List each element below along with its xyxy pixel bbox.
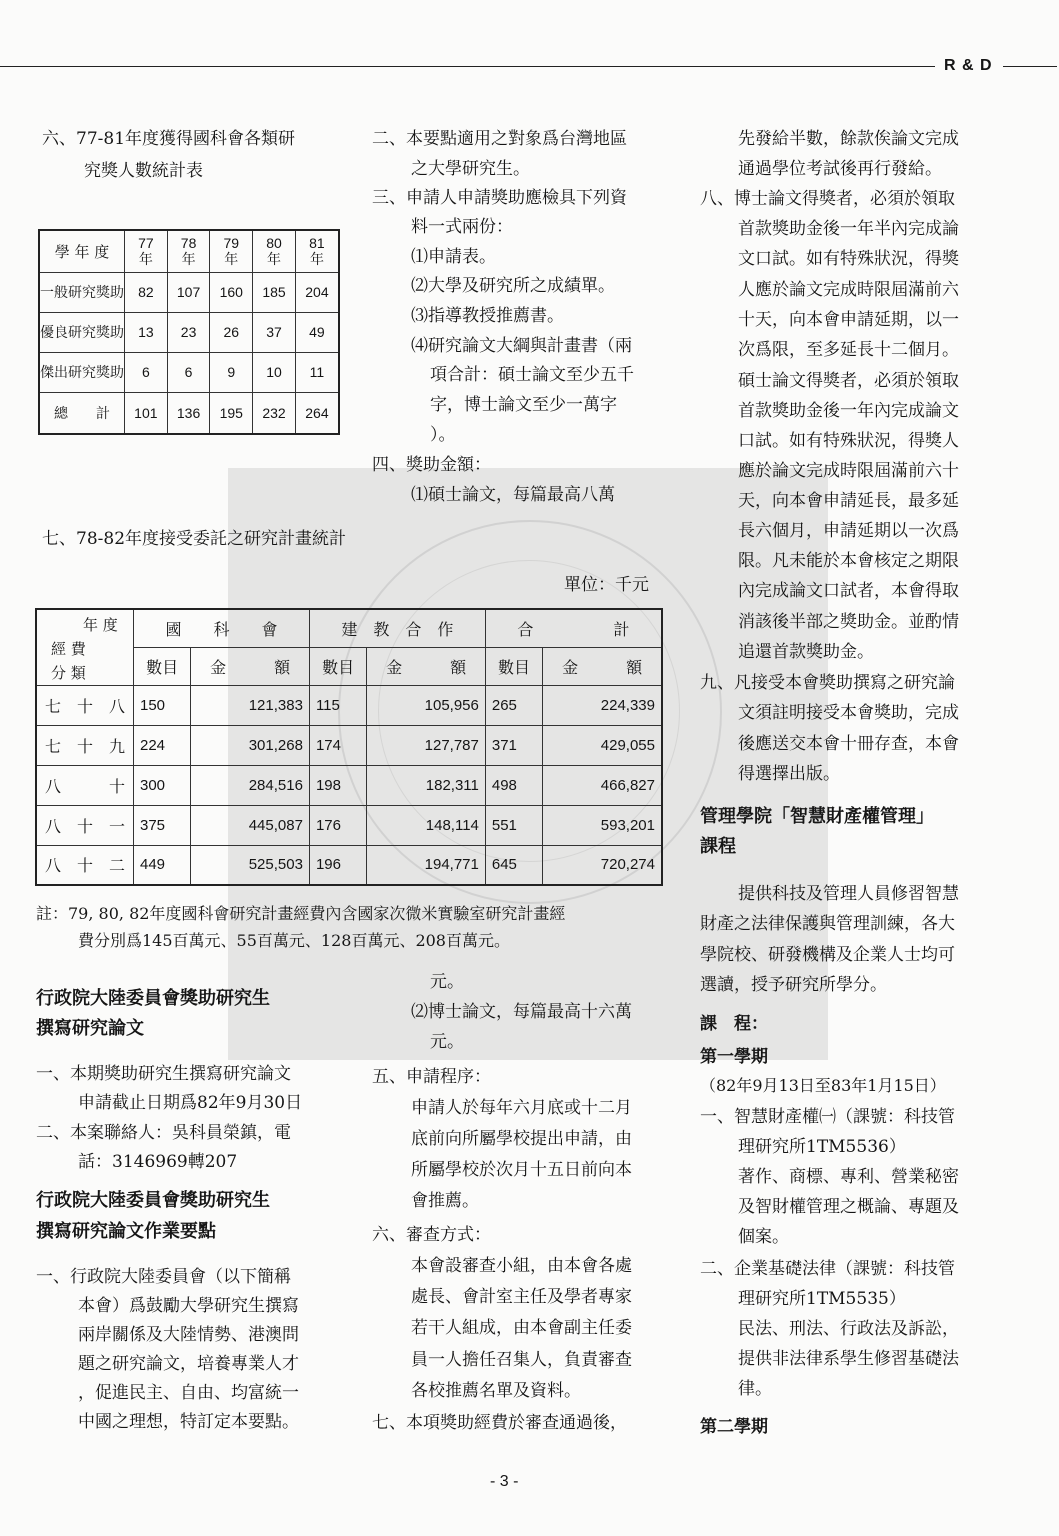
c3-line: 碩士論文得獎者，必須於領取 (738, 371, 959, 391)
c2-line: 底前向所屬學校提出申請，由 (411, 1129, 632, 1149)
c2-line: ）。 (430, 425, 456, 445)
table2-subheader: 金 額 (367, 647, 486, 685)
table2-group-total: 合 計 (485, 609, 662, 647)
table1-cell: 26 (210, 312, 253, 352)
c2-line: ⑴碩士論文，每篇最高八萬 (411, 485, 615, 505)
c3-line: 次爲限，至多延長十二個月。 (738, 340, 959, 360)
c2-line: ⑵大學及研究所之成績單。 (411, 276, 615, 296)
table2-cell: 445,087 (191, 805, 310, 845)
table-row (36, 765, 662, 805)
table1-cell: 204 (295, 272, 339, 312)
header-rule (0, 66, 935, 67)
c2-line: 處長、會計室主任及學者專家 (411, 1287, 632, 1307)
table2-cell: 429,055 (543, 725, 662, 765)
unit-label: 單位：千元 (564, 575, 649, 595)
table2-cell: 105,956 (367, 685, 486, 725)
c3-line: 通過學位考試後再行發給。 (738, 159, 942, 179)
c2-line: 員一人擔任召集人，負責審查 (411, 1350, 632, 1370)
table2-corner-year: 年 度 (83, 616, 118, 634)
table1-row-label: 總 計 (39, 392, 125, 434)
c3-course1-line: 一、智慧財產權㈠（課號：科技管 (700, 1107, 955, 1127)
table2-cell: 466,827 (543, 765, 662, 805)
table2-cell: 127,787 (367, 725, 486, 765)
c2-line: ⑴申請表。 (411, 247, 496, 267)
table2-row-label: 八 十 一 (36, 805, 134, 845)
table2-cell: 224,339 (543, 685, 662, 725)
c1-p1-line: 二、本案聯絡人：吳科員榮鎮，電 (36, 1123, 291, 1143)
c3-intro-line: 學院校、研發機構及企業人士均可 (700, 945, 955, 965)
c3-course2-line: 理研究所1TM5535） (738, 1289, 906, 1309)
table1-cell: 136 (167, 392, 210, 434)
c3-line: 文須註明接受本會獎助，完成 (738, 703, 959, 723)
table2-cell: 196 (309, 845, 366, 885)
c2-line: 項合計：碩士論文至少五千 (430, 365, 634, 385)
table1-cell: 185 (253, 272, 296, 312)
table1-year: 80 年 (253, 230, 296, 272)
table2-cell: 265 (485, 685, 542, 725)
c2-line: ⑵博士論文，每篇最高十六萬 (411, 1002, 632, 1022)
c3-course2-line: 律。 (738, 1379, 772, 1399)
table1-cell: 160 (210, 272, 253, 312)
heading-ip-course-line1: 管理學院「智慧財產權管理」 (700, 806, 934, 827)
c2-line: 四、獎助金額： (372, 455, 491, 475)
table2-cell: 525,503 (191, 845, 310, 885)
c3-line: 得選擇出版。 (738, 764, 840, 784)
c3-course2-line: 二、企業基礎法律（課號：科技管 (700, 1259, 955, 1279)
c2-line: 若干人組成，由本會副主任委 (411, 1318, 632, 1338)
term1-dates: （82年9月13日至83年1月15日） (700, 1076, 946, 1095)
commissioned-projects-table (35, 608, 663, 886)
table1-cell: 6 (125, 352, 168, 392)
c3-line: 追還首款獎助金。 (738, 642, 874, 662)
table2-cell: 224 (134, 725, 191, 765)
table-row (36, 845, 662, 885)
term2-label: 第二學期 (700, 1417, 768, 1437)
c2-line: 二、本要點適用之對象爲台灣地區 (372, 129, 627, 149)
course-label: 課 程： (700, 1014, 768, 1034)
table1-cell: 6 (167, 352, 210, 392)
c3-course2-line: 提供非法律系學生修習基礎法 (738, 1349, 959, 1369)
table2-cell: 148,114 (367, 805, 486, 845)
section7-title: 七、78-82年度接受委託之研究計畫統計 (42, 529, 347, 549)
table2-subheader: 數目 (309, 647, 366, 685)
heading-ip-course-line2: 課程 (700, 836, 736, 857)
table2-cell: 300 (134, 765, 191, 805)
c3-line: 文口試。如有特殊狀況，得獎 (738, 249, 959, 269)
table-note-line2: 費分別爲145百萬元、55百萬元、128百萬元、208百萬元。 (78, 931, 510, 950)
table2-cell: 121,383 (191, 685, 310, 725)
table2-row-label: 七 十 九 (36, 725, 134, 765)
c2-line: ⑷研究論文大綱與計畫書（兩 (411, 336, 632, 356)
c2-line: 六、審查方式： (372, 1225, 491, 1245)
table2-cell: 498 (485, 765, 542, 805)
c1-p2-line: 一、行政院大陸委員會（以下簡稱 (36, 1267, 291, 1287)
table2-subheader: 金 額 (191, 647, 310, 685)
c2-line: 之大學研究生。 (411, 159, 530, 179)
header-rule-right (1003, 66, 1057, 67)
c2-line: 字，博士論文至少一萬字 (430, 395, 617, 415)
c1-p1-line: 話：3146969轉207 (78, 1152, 238, 1172)
table1-cell: 82 (125, 272, 168, 312)
c3-line: 限。凡未能於本會核定之期限 (738, 551, 959, 571)
table2-cell: 375 (134, 805, 191, 845)
table2-cell: 449 (134, 845, 191, 885)
c3-course2-line: 民法、刑法、行政法及訴訟， (738, 1319, 959, 1339)
c3-intro-line: 提供科技及管理人員修習智慧 (738, 884, 959, 904)
c2-line: 料一式兩份： (411, 217, 513, 237)
c3-course1-line: 著作、商標、專利、營業秘密 (738, 1167, 959, 1187)
table1-year: 81 年 (295, 230, 339, 272)
table1-cell: 13 (125, 312, 168, 352)
table2-cell: 182,311 (367, 765, 486, 805)
table-row (36, 685, 662, 725)
section6-title-line2: 究獎人數統計表 (84, 161, 203, 181)
table2-cell: 150 (134, 685, 191, 725)
c3-intro-line: 財產之法律保護與管理訓練，各大 (700, 914, 955, 934)
table2-cell: 284,516 (191, 765, 310, 805)
table1-cell: 232 (253, 392, 296, 434)
page-number: - 3 - (490, 1473, 519, 1490)
table1-row-label: 傑出研究獎助 (39, 352, 125, 392)
c3-line: 應於論文完成時限屆滿前六十 (738, 461, 959, 481)
c3-line: 消該後半部之獎助金。並酌情 (738, 612, 959, 632)
table2-row-label: 八 十 (36, 765, 134, 805)
c3-line: 人應於論文完成時限屆滿前六 (738, 280, 959, 300)
c1-p1-line: 一、本期獎助研究生撰寫研究論文 (36, 1064, 291, 1084)
c1-p2-line: 中國之理想，特訂定本要點。 (78, 1412, 299, 1432)
table1-cell: 49 (295, 312, 339, 352)
table1-cell: 195 (210, 392, 253, 434)
table-row (36, 805, 662, 845)
table1-row-label: 一般研究獎助 (39, 272, 125, 312)
table1-row-label: 優良研究獎助 (39, 312, 125, 352)
heading-rules-line2: 撰寫研究論文作業要點 (36, 1221, 216, 1242)
table2-corner-category: 分 類 (51, 664, 86, 682)
table2-cell: 194,771 (367, 845, 486, 885)
c2-line: 五、申請程序： (372, 1067, 491, 1087)
table-row (39, 392, 339, 434)
c3-line: 內完成論文口試者，本會得取 (738, 581, 959, 601)
term1-label: 第一學期 (700, 1047, 768, 1067)
heading-award-line1: 行政院大陸委員會獎助研究生 (36, 988, 270, 1009)
award-count-table (38, 229, 340, 435)
c3-course1-line: 及智財權管理之概論、專題及 (738, 1197, 959, 1217)
table1-cell: 23 (167, 312, 210, 352)
c2-line: 本會設審查小組，由本會各處 (411, 1256, 632, 1276)
table1-year: 78 年 (167, 230, 210, 272)
c3-line: 先發給半數，餘款俟論文完成 (738, 129, 959, 149)
table-row (39, 312, 339, 352)
header-tag: R & D (944, 57, 993, 74)
table2-cell: 198 (309, 765, 366, 805)
c2-line: ⑶指導教授推薦書。 (411, 306, 564, 326)
table1-year: 77 年 (125, 230, 168, 272)
c2-line: 元。 (430, 1032, 464, 1052)
table-row (36, 725, 662, 765)
c3-line: 九、凡接受本會獎助撰寫之研究論 (700, 673, 955, 693)
table1-corner: 學 年 度 (39, 230, 125, 272)
c3-line: 後應送交本會十冊存查，本會 (738, 734, 959, 754)
table1-cell: 264 (295, 392, 339, 434)
table-note-line1: 註：79, 80, 82年度國科會研究計畫經費內含國家次微米實驗室研究計畫經 (36, 904, 566, 923)
c2-line: 所屬學校於次月十五日前向本 (411, 1160, 632, 1180)
c3-course1-line: 理研究所1TM5536） (738, 1137, 906, 1157)
table1-cell: 107 (167, 272, 210, 312)
c3-line: 天，向本會申請延長，最多延 (738, 491, 959, 511)
c1-p2-line: 題之研究論文，培養專業人才 (78, 1354, 299, 1374)
c3-line: 首款獎助金後一年內完成論文 (738, 401, 959, 421)
table2-subheader: 數目 (134, 647, 191, 685)
table-row (39, 272, 339, 312)
c1-p2-line: 兩岸關係及大陸情勢、港澳問 (78, 1325, 299, 1345)
c2-line: 三、申請人申請獎助應檢具下列資 (372, 188, 627, 208)
c2-line: 元。 (430, 972, 464, 992)
c2-line: 七、本項獎助經費於審查通過後， (372, 1413, 627, 1433)
c1-p2-line: 本會）爲鼓勵大學研究生撰寫 (78, 1296, 299, 1316)
c1-p2-line: ，促進民主、自由、均富統一 (78, 1383, 299, 1403)
table2-cell: 720,274 (543, 845, 662, 885)
c3-course1-line: 個案。 (738, 1227, 789, 1247)
c3-line: 長六個月，申請延期以一次爲 (738, 521, 959, 541)
c2-line: 各校推薦名單及資料。 (411, 1381, 581, 1401)
table1-cell: 37 (253, 312, 296, 352)
table2-group-nsc: 國 科 會 (134, 609, 310, 647)
table2-cell: 301,268 (191, 725, 310, 765)
table2-cell: 593,201 (543, 805, 662, 845)
c1-p1-line: 申請截止日期爲82年9月30日 (78, 1093, 303, 1113)
table2-subheader: 數目 (485, 647, 542, 685)
table2-cell: 176 (309, 805, 366, 845)
table2-subheader: 金 額 (543, 647, 662, 685)
c3-line: 八、博士論文得獎者，必須於領取 (700, 189, 955, 209)
c3-line: 首款獎助金後一年半內完成論 (738, 219, 959, 239)
c2-line: 會推薦。 (411, 1191, 479, 1211)
table2-row-label: 八 十 二 (36, 845, 134, 885)
heading-award-line2: 撰寫研究論文 (36, 1018, 144, 1039)
table2-row-label: 七 十 八 (36, 685, 134, 725)
table2-cell: 115 (309, 685, 366, 725)
table2-group-coop: 建 教 合 作 (309, 609, 485, 647)
table1-cell: 101 (125, 392, 168, 434)
table2-cell: 371 (485, 725, 542, 765)
table1-cell: 11 (295, 352, 339, 392)
table2-cell: 645 (485, 845, 542, 885)
table1-year: 79 年 (210, 230, 253, 272)
c2-line: 申請人於每年六月底或十二月 (411, 1098, 632, 1118)
table2-cell: 551 (485, 805, 542, 845)
heading-rules-line1: 行政院大陸委員會獎助研究生 (36, 1190, 270, 1211)
c3-line: 十天，向本會申請延期，以一 (738, 310, 959, 330)
table1-cell: 9 (210, 352, 253, 392)
table1-cell: 10 (253, 352, 296, 392)
table-row (39, 352, 339, 392)
c3-line: 口試。如有特殊狀況，得獎人 (738, 431, 959, 451)
table2-corner (36, 609, 134, 685)
table2-corner-fund: 經 費 (51, 640, 86, 658)
table2-cell: 174 (309, 725, 366, 765)
section6-title-line1: 六、77-81年度獲得國科會各類研 (42, 129, 296, 149)
c3-intro-line: 選讀，授予研究所學分。 (700, 975, 887, 995)
